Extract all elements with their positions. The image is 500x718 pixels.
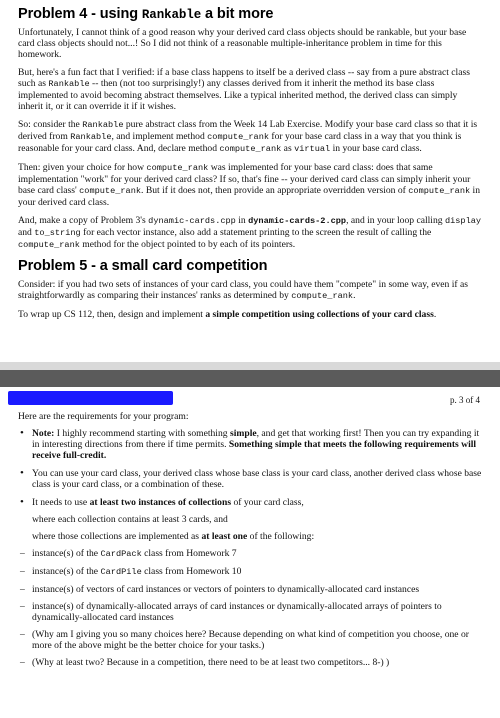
problem-4-title: Problem 4 - using Rankable a bit more — [18, 6, 274, 22]
list-item: – instance(s) of the CardPile class from Homework 10 — [18, 566, 482, 578]
p4-paragraph-4: Then: given your choice for how compute_rank was implemented for your base card class: does that same implementation "work" for your derived card class? If so, that's fine -- your derived card class can simply inherit your base card class' compute_rank. But if it does not, then provide an appropriate overridden version of compute_rank in your derived card class. — [18, 162, 481, 208]
p4-paragraph-1: Unfortunately, I cannot think of a good reason why your derived card class objects should be rankable, but your base card class objects should not...! So I did not think of a reasonable multiple-inheritance problem in time for this homework. — [18, 27, 467, 60]
p4-paragraph-3: So: consider the Rankable pure abstract class from the Week 14 Lab Exercise. Modify your base card class so that it is derived from Rankable, and implement method compute_rank for your base card class in a way that you think is reasonable for your card class. And, declare method compute_rank as virtual in your base card class. — [18, 119, 478, 154]
list-item: – instance(s) of the CardPack class from Homework 7 — [18, 548, 482, 560]
requirements-section — [18, 411, 482, 674]
page-gap-shadow — [0, 362, 500, 370]
p4-paragraph-5: And, make a copy of Problem 3's dynamic-cards.cpp in dynamic-cards-2.cpp, and in your loop calling display and to_string for each vector instance, also add a statement printing to the screen the result of calling the compute_rank method for the object pointed to by each of its pointers. — [18, 215, 482, 250]
list-item: • You can use your card class, your derived class whose base class is your card class, another derived class whose base class is your card class, or a combination of these. — [18, 468, 482, 490]
p4-paragraph-2: But, here's a fun fact that I verified: if a base class happens to itself be a derived class -- say from a pure abstract class such as Rankable -- then (not too surprisingly!) any classes derived from it inherit the method its base class implemented to avoid becoming abstract themselves. Like a typical inherited method, the derived class can simply inherit it, or it can override it if it wishes. — [18, 67, 470, 112]
requirements-list — [18, 428, 482, 508]
page-separator — [0, 370, 500, 387]
list-item: – (Why am I giving you so many choices here? Because depending on what kind of competition you choose, one or more of the above might be the better choice for your tasks.) — [18, 629, 482, 651]
requirements-intro: Here are the requirements for your program: — [18, 411, 189, 422]
sub-requirement: where those collections are implemented as at least one of the following: — [32, 531, 315, 542]
problem-5-title: Problem 5 - a small card competition — [18, 258, 268, 274]
list-item: • Note: I highly recommend starting with something simple, and get that working first! Then you can try expanding it in interesting directions from there if time permits. Something simple that meets the following requirements will receive full-credit. — [18, 428, 482, 461]
p5-paragraph-2: To wrap up CS 112, then, design and implement a simple competition using collections of your card class. — [18, 309, 437, 320]
p5-paragraph-1: Consider: if you had two sets of instances of your card class, you could have them "compete" in some way, even if as straightforwardly as comparing their instances' ranks as determined by compute_rank. — [18, 279, 469, 301]
redaction-mark — [8, 391, 173, 405]
list-item: – instance(s) of vectors of card instances or vectors of pointers to dynamically-allocated card instances — [18, 584, 482, 595]
page-number: p. 3 of 4 — [450, 395, 480, 405]
collection-options-list — [18, 548, 482, 668]
list-item: – instance(s) of dynamically-allocated arrays of card instances or dynamically-allocated arrays of pointers to dynamically-allocated card instances — [18, 601, 482, 623]
sub-requirement: where each collection contains at least 3 cards, and — [32, 514, 228, 525]
problem-4-section — [18, 6, 482, 327]
list-item: – (Why at least two? Because in a competition, there need to be at least two competitors... 8-) ) — [18, 657, 482, 668]
list-item: • It needs to use at least two instances of collections of your card class, — [18, 497, 482, 508]
page-2 — [0, 387, 500, 718]
